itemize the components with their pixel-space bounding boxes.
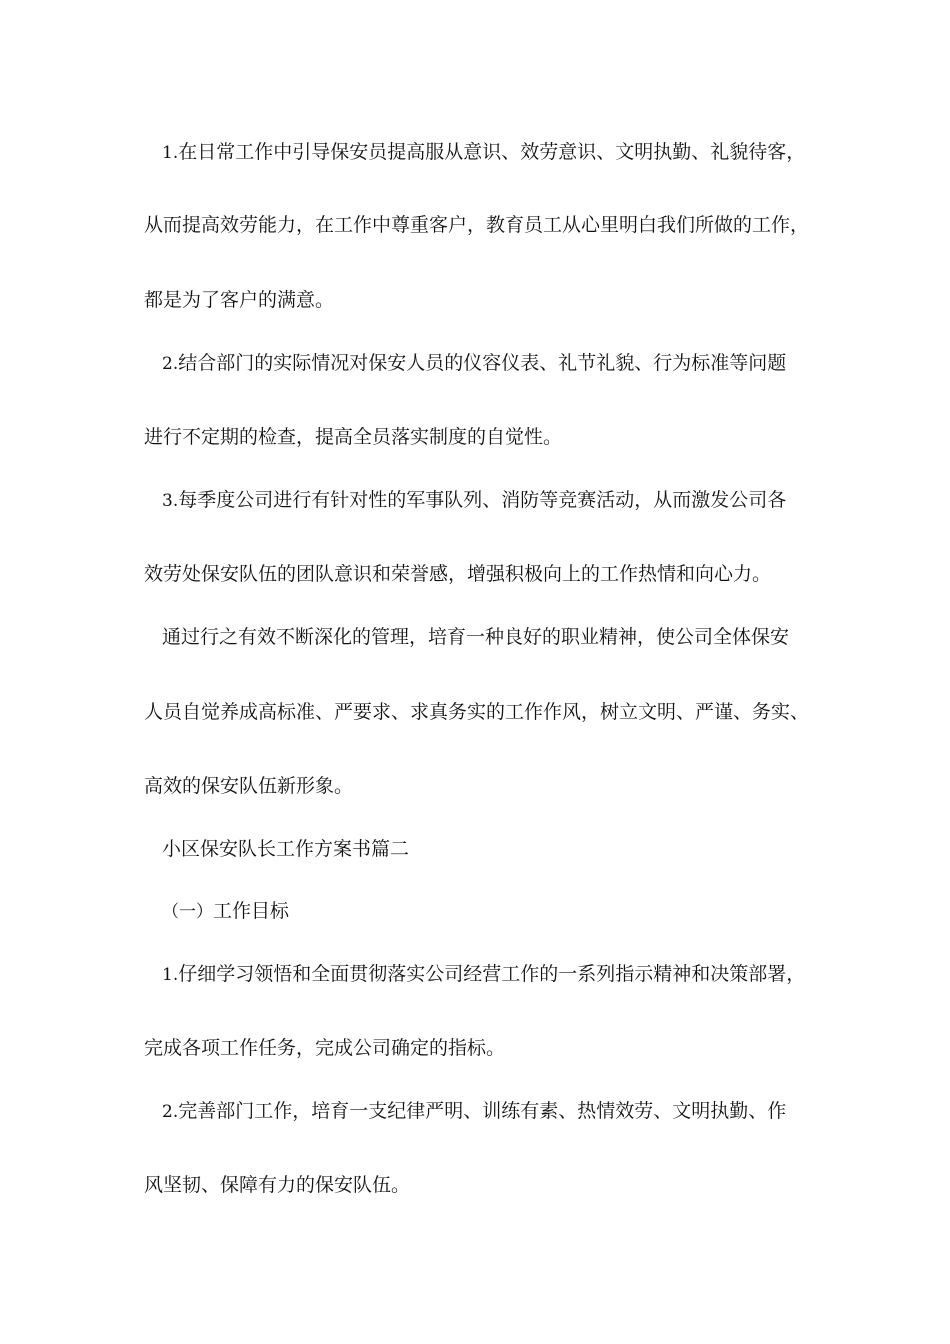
item-number: 1. — [162, 143, 179, 163]
paragraph-text: 都是为了客户的满意。 — [144, 289, 335, 311]
paragraph-1-line-1 — [162, 140, 824, 165]
item-number: 2. — [162, 354, 179, 374]
paragraph-2-line-1 — [162, 351, 824, 376]
item-number: 1. — [162, 965, 179, 985]
subsection-heading — [162, 899, 824, 924]
paragraph-2-line-2 — [144, 425, 824, 449]
paragraph-6-line-1 — [162, 1099, 824, 1124]
paragraph-text: 仔细学习领悟和全面贯彻落实公司经营工作的一系列指示精神和决策部署， — [178, 963, 806, 985]
item-number: 3. — [162, 491, 179, 511]
paragraph-text: 风坚韧、保障有力的保安队伍。 — [144, 1174, 411, 1196]
paragraph-text: 在日常工作中引导保安员提高服从意识、效劳意识、文明执勤、礼貌待客， — [178, 141, 806, 163]
heading-text: 工作目标 — [213, 900, 290, 922]
paragraph-1-line-3 — [144, 288, 824, 312]
paragraph-4-line-1 — [162, 625, 824, 649]
paragraph-text: 完成各项工作任务，完成公司确定的指标。 — [144, 1037, 506, 1059]
item-number: 2. — [162, 1102, 179, 1122]
paragraph-6-line-2 — [144, 1173, 824, 1197]
paragraph-text: 高效的保安队伍新形象。 — [144, 775, 354, 797]
paragraph-text: 通过行之有效不断深化的管理，培育一种良好的职业精神，使公司全体保安 — [162, 626, 790, 648]
paragraph-text: 结合部门的实际情况对保安人员的仪容仪表、礼节礼貌、行为标准等问题 — [178, 352, 787, 374]
paragraph-text: 效劳处保安队伍的团队意识和荣誉感，增强积极向上的工作热情和向心力。 — [144, 563, 772, 585]
paragraph-3-line-2 — [144, 562, 824, 586]
paragraph-1-line-2 — [144, 213, 824, 237]
paragraph-text: 从而提高效劳能力，在工作中尊重客户，教育员工从心里明白我们所做的工作， — [144, 214, 810, 236]
paragraph-text: 人员自觉养成高标准、严要求、求真务实的工作作风，树立文明、严谨、务实、 — [144, 701, 810, 723]
heading-text: 小区保安队长工作方案书篇二 — [162, 838, 410, 860]
paragraph-5-line-2 — [144, 1036, 824, 1060]
paragraph-text: 完善部门工作，培育一支纪律严明、训练有素、热情效劳、文明执勤、作 — [178, 1100, 787, 1122]
item-number: （一） — [162, 902, 213, 922]
paragraph-text: 进行不定期的检查，提高全员落实制度的自觉性。 — [144, 426, 563, 448]
section-heading — [162, 837, 824, 861]
paragraph-3-line-1 — [162, 488, 824, 513]
paragraph-text: 每季度公司进行有针对性的军事队列、消防等竞赛活动，从而激发公司各 — [178, 489, 787, 511]
paragraph-5-line-1 — [162, 962, 824, 987]
paragraph-4-line-3 — [144, 774, 824, 798]
paragraph-4-line-2 — [144, 700, 824, 724]
